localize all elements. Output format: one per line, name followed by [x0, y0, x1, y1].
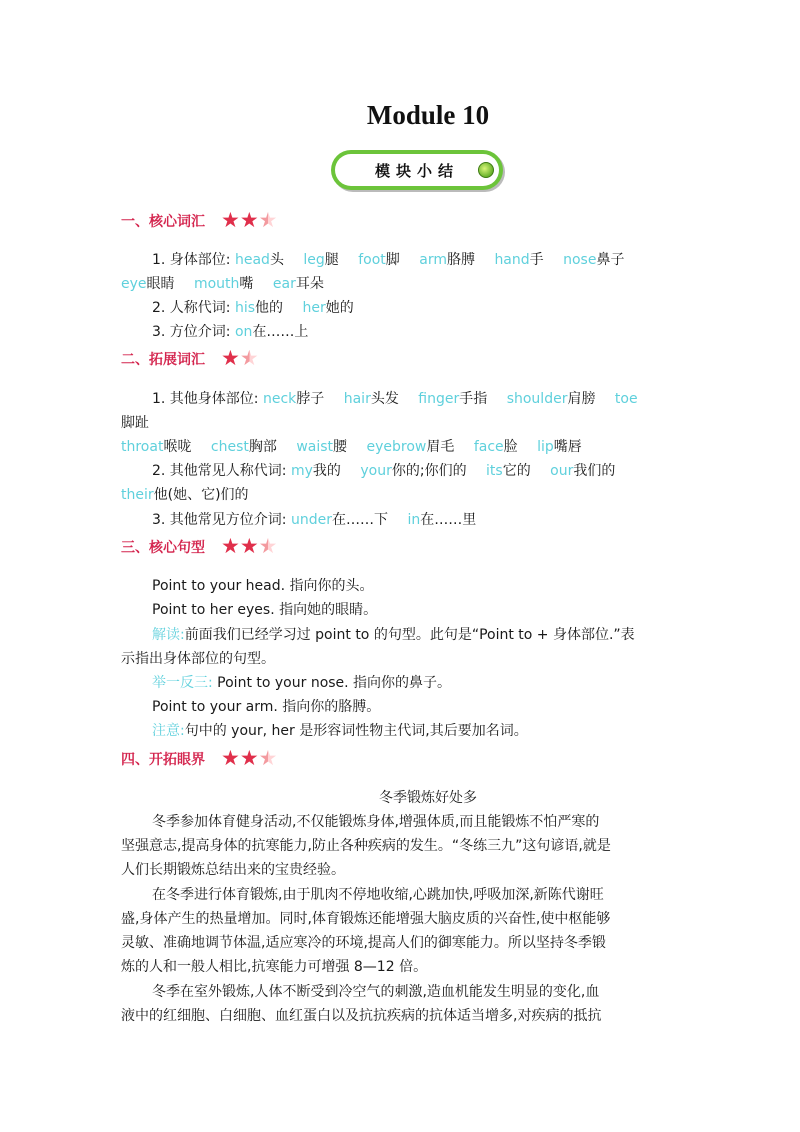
ext-vocab-line-1c	[121, 436, 582, 456]
term-zh: 腿	[324, 252, 339, 268]
term-en: arm	[419, 252, 447, 268]
core-vocab-line-3	[152, 321, 308, 341]
term-en: neck	[262, 391, 297, 407]
term-en: waist	[296, 439, 334, 455]
label: 2. 人称代词:	[152, 300, 231, 316]
term-zh: 胳膊	[446, 252, 475, 268]
section-heading-text: 三、核心句型	[121, 539, 205, 556]
term-en: on	[234, 324, 253, 340]
star-icon: ★	[221, 746, 240, 770]
term-zh: 眉毛	[426, 439, 455, 455]
term-en: finger	[418, 391, 460, 407]
section-heading-ext-vocab	[121, 348, 259, 369]
term-zh: 耳朵	[295, 276, 324, 292]
term-en: hair	[343, 391, 371, 407]
section-heading-reading	[121, 748, 277, 769]
pattern-1: Point to your head. 指向你的头。	[152, 578, 374, 594]
term-zh: 在……上	[252, 324, 309, 340]
star-rating	[221, 748, 277, 769]
example-text: Point to your nose. 指向你的鼻子。	[212, 675, 452, 691]
term-en: ear	[272, 276, 296, 292]
example-label: 举一反三:	[152, 675, 213, 691]
star-icon: ★	[221, 534, 240, 558]
green-dot-icon	[478, 162, 494, 178]
term-zh: 手	[529, 252, 544, 268]
term-zh: 在……下	[332, 512, 388, 528]
label: 3. 其他常见方位介词:	[152, 512, 287, 528]
half-star-icon: ★	[258, 208, 278, 232]
term-en: leg	[303, 252, 325, 268]
term-zh: 手指	[459, 391, 488, 407]
section-heading-patterns	[121, 536, 277, 557]
ext-vocab-line-2b	[121, 484, 249, 504]
note-label: 注意:	[152, 723, 185, 739]
reading-line: 在冬季进行体育锻炼,由于肌肉不停地收缩,心跳加快,呼吸加深,新陈代谢旺	[152, 887, 604, 903]
term-en: their	[121, 487, 154, 503]
term-zh: 肩膀	[567, 391, 596, 407]
label: 3. 方位介词:	[152, 324, 231, 340]
term-en: our	[550, 463, 574, 479]
star-icon: ★	[239, 208, 259, 232]
term-en: her	[302, 300, 326, 316]
term-zh: 它的	[502, 463, 531, 479]
term-zh: 嘴唇	[553, 439, 582, 455]
star-rating	[221, 536, 277, 557]
term-zh: 胸部	[248, 439, 277, 455]
core-vocab-line-1	[152, 249, 624, 269]
term-en: in	[407, 512, 421, 528]
module-summary-badge	[331, 150, 503, 190]
term-zh: 脖子	[296, 391, 325, 407]
term-en: eye	[121, 276, 147, 292]
note-line	[152, 720, 528, 740]
term-zh: 她的	[325, 300, 354, 316]
half-star-icon: ★	[239, 346, 259, 370]
example-line-2: Point to your arm. 指向你的胳膊。	[152, 699, 381, 715]
reading-line: 冬季参加体育健身活动,不仅能锻炼身体,增强体质,而且能锻炼不怕严寒的	[152, 814, 600, 830]
term-en: mouth	[193, 276, 240, 292]
half-star-icon: ★	[258, 746, 278, 770]
term-en: foot	[358, 252, 386, 268]
explain-text: 前面我们已经学习过 point to 的句型。此句是“Point to + 身体部位.”表	[184, 627, 635, 643]
label: 2. 其他常见人称代词:	[152, 463, 287, 479]
term-zh: 在……里	[420, 512, 477, 528]
ext-vocab-line-1b	[121, 412, 149, 432]
star-icon: ★	[239, 534, 259, 558]
term-zh: 喉咙	[163, 439, 192, 455]
ext-vocab-line-2	[152, 460, 615, 480]
term-en: his	[234, 300, 256, 316]
ext-vocab-line-1	[152, 388, 638, 408]
note-text: 句中的 your, her 是形容词性物主代词,其后要加名词。	[184, 723, 528, 739]
section-heading-text: 四、开拓眼界	[121, 751, 205, 768]
term-zh: 鼻子	[596, 252, 625, 268]
reading-line: 坚强意志,提高身体的抗寒能力,防止各种疾病的发生。“冬练三九”这句谚语,就是	[121, 838, 611, 854]
term-zh: 你的;你们的	[391, 463, 467, 479]
term-zh: 眼睛	[146, 276, 175, 292]
half-star-icon: ★	[258, 534, 278, 558]
section-heading-core-vocab	[121, 210, 277, 231]
term-zh: 我们的	[573, 463, 616, 479]
term-en: lip	[537, 439, 554, 455]
label: 1. 其他身体部位:	[152, 391, 259, 407]
term-zh: 脚	[385, 252, 400, 268]
explain-label: 解读:	[152, 627, 185, 643]
star-rating	[221, 210, 277, 231]
example-line-1	[152, 672, 451, 692]
reading-line: 人们长期锻炼总结出来的宝贵经验。	[121, 862, 345, 878]
core-vocab-line-2	[152, 297, 354, 317]
star-icon: ★	[239, 746, 259, 770]
term-zh: 他(她、它)们的	[153, 487, 249, 503]
term-zh: 头	[269, 252, 284, 268]
term-en: shoulder	[506, 391, 568, 407]
term-zh: 腰	[333, 439, 348, 455]
explain-line-2: 示指出身体部位的句型。	[121, 651, 275, 667]
term-en: under	[290, 512, 332, 528]
term-zh: 头发	[370, 391, 399, 407]
reading-line: 液中的红细胞、白细胞、血红蛋白以及抗抗疾病的抗体适当增多,对疾病的抵抗	[121, 1008, 602, 1024]
term-en: face	[473, 439, 504, 455]
ext-vocab-line-3	[152, 509, 476, 529]
term-en: chest	[210, 439, 249, 455]
term-en: head	[234, 252, 270, 268]
term-zh: 脚趾	[121, 415, 149, 431]
term-en: your	[360, 463, 392, 479]
page-title: Module 10	[366, 100, 490, 130]
badge-label: 模块小结	[335, 154, 499, 186]
label: 1. 身体部位:	[152, 252, 231, 268]
reading-line: 盛,身体产生的热量增加。同时,体育锻炼还能增强大脑皮质的兴奋性,使中枢能够	[121, 911, 611, 927]
term-en: eyebrow	[366, 439, 427, 455]
term-zh: 嘴	[239, 276, 254, 292]
term-en: toe	[614, 391, 638, 407]
term-en: nose	[563, 252, 597, 268]
explain-line-1	[152, 624, 635, 644]
star-icon: ★	[221, 346, 240, 370]
term-en: my	[290, 463, 313, 479]
term-en: hand	[494, 252, 530, 268]
term-zh: 他的	[255, 300, 284, 316]
section-heading-text: 二、拓展词汇	[121, 351, 205, 368]
star-icon: ★	[221, 208, 240, 232]
term-en: throat	[121, 439, 164, 455]
reading-line: 冬季在室外锻炼,人体不断受到冷空气的刺激,造血机能发生明显的变化,血	[152, 984, 600, 1000]
term-en: its	[486, 463, 503, 479]
reading-line: 炼的人和一般人相比,抗寒能力可增强 8—12 倍。	[121, 959, 428, 975]
term-zh: 脸	[503, 439, 518, 455]
pattern-2: Point to her eyes. 指向她的眼睛。	[152, 602, 378, 618]
core-vocab-line-1b	[121, 273, 324, 293]
reading-title: 冬季锻炼好处多	[379, 790, 477, 806]
term-zh: 我的	[312, 463, 341, 479]
star-rating	[221, 348, 259, 369]
reading-line: 灵敏、准确地调节体温,适应寒冷的环境,提高人们的御寒能力。所以坚持冬季锻	[121, 935, 606, 951]
section-heading-text: 一、核心词汇	[121, 213, 205, 230]
